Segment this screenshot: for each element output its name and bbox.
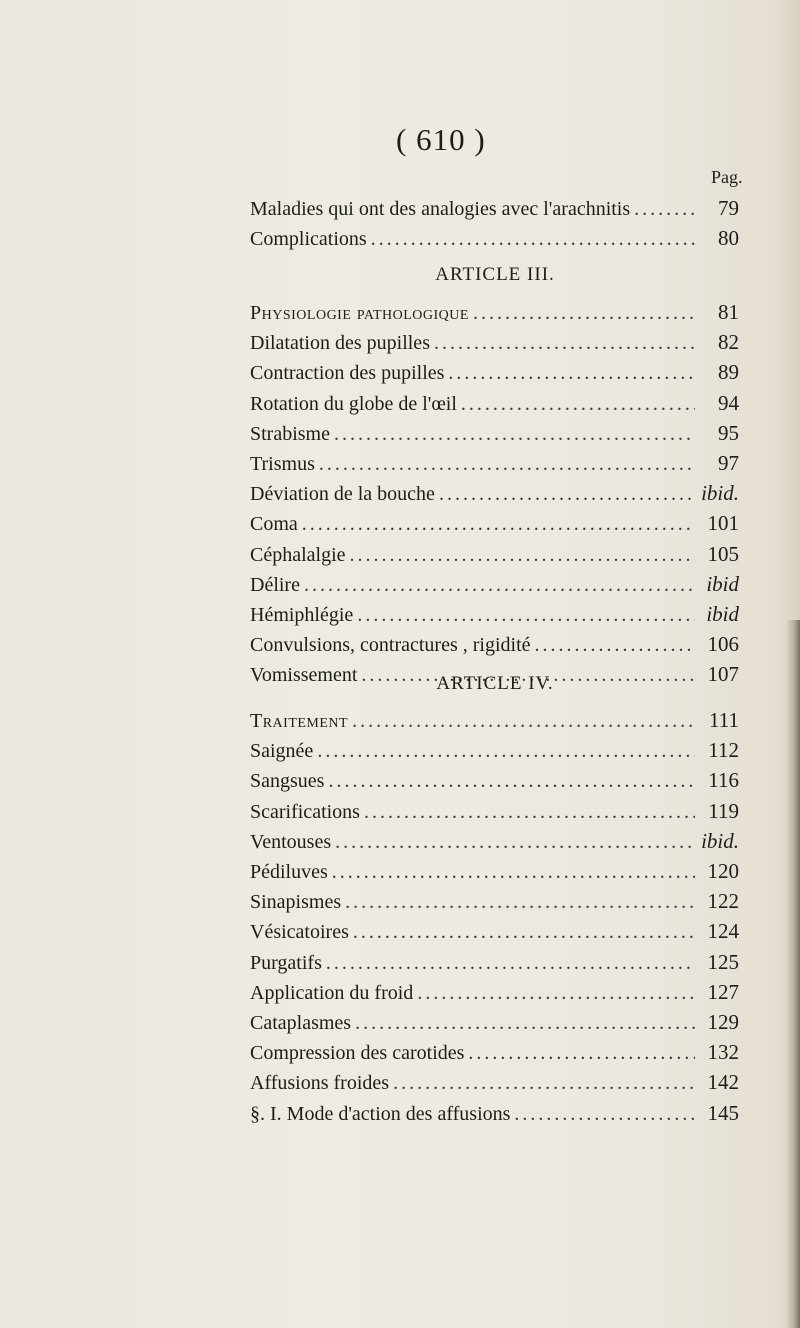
toc-entry: [250, 511, 739, 537]
dot-leader: [304, 574, 695, 597]
dot-leader: [439, 483, 695, 506]
toc-entry: [250, 799, 739, 825]
toc-entry-title: Strabisme: [250, 422, 330, 445]
toc-entry-title: Hémiphlégie: [250, 604, 354, 626]
toc-entry-title: Vomissement: [250, 664, 358, 687]
toc-entry: [250, 919, 739, 945]
dot-leader: [417, 982, 695, 1005]
toc-entry: [250, 1101, 739, 1127]
toc-entry-title: Scarifications: [250, 800, 360, 823]
toc-entry-title: Contraction des pupilles: [250, 362, 445, 385]
dot-leader: [364, 801, 695, 824]
toc-entry-title: Convulsions, contractures , rigidité: [250, 634, 531, 657]
toc-entry-title: Délire: [250, 573, 300, 596]
toc-entry-page: 95: [718, 420, 739, 445]
page-number: ( 610 ): [396, 122, 486, 157]
toc-entry: [250, 1070, 739, 1096]
toc-entry-title: Ventouses: [250, 830, 332, 853]
toc-entry-title: Physiologie pathologique: [250, 302, 469, 324]
toc-entry-page: 80: [718, 226, 739, 250]
toc-entry: [250, 632, 739, 658]
toc-entry-page: 107: [707, 662, 739, 687]
article-3-heading: ARTICLE III.: [435, 264, 555, 285]
toc-entry: [250, 226, 739, 252]
dot-leader: [302, 513, 695, 536]
dot-leader: [448, 362, 695, 385]
toc-entry-title: Sangsues: [250, 770, 325, 793]
toc-entry-page: ibid: [706, 602, 739, 626]
toc-entry-page: 101: [707, 511, 739, 536]
toc-entry: [250, 768, 739, 794]
toc-entry: [250, 542, 739, 568]
toc-entry-title: Traitement: [250, 710, 349, 732]
toc-entry-page: ibid.: [701, 481, 739, 506]
dot-leader: [350, 544, 695, 567]
dot-leader: [345, 891, 695, 914]
toc-entry-title: Pédiluves: [250, 861, 328, 883]
toc-entry-page: 129: [707, 1010, 739, 1034]
toc-entry-page: 145: [707, 1100, 739, 1125]
dot-leader: [634, 198, 695, 221]
toc-entry-page: 120: [707, 859, 739, 883]
toc-entry-page: ibid: [706, 571, 739, 596]
dot-leader: [514, 1103, 695, 1126]
toc-entry-title: Dilatation des pupilles: [250, 332, 430, 355]
toc-entry-page: 125: [707, 949, 739, 974]
dot-leader: [393, 1072, 695, 1095]
toc-entry-page: 106: [707, 632, 739, 657]
toc-entry-title: Saignée: [250, 740, 314, 763]
toc-entry: [250, 421, 739, 447]
dot-leader: [355, 1012, 695, 1035]
toc-entry: [250, 1010, 739, 1036]
toc-entry: [250, 330, 739, 356]
dot-leader: [319, 453, 695, 476]
toc-entry-page: 81: [718, 300, 739, 324]
dot-leader: [434, 332, 695, 355]
toc-entry-title: Vésicatoires: [250, 921, 349, 944]
toc-entry-page: 124: [707, 919, 739, 944]
toc-entry-title: Rotation du globe de l'œil: [250, 392, 457, 415]
toc-entry-title: Cataplasmes: [250, 1012, 352, 1034]
toc-entry-page: 82: [718, 330, 739, 355]
toc-entry-page: 127: [707, 979, 739, 1004]
dot-leader: [326, 952, 695, 975]
toc-entry-page: 142: [707, 1070, 739, 1095]
toc-entry-page: 89: [718, 360, 739, 385]
toc-entry-page: 112: [708, 738, 739, 763]
dot-leader: [535, 634, 695, 657]
toc-entry: [250, 829, 739, 855]
toc-entry: [250, 980, 739, 1006]
toc-entry-title: Sinapismes: [250, 891, 342, 914]
toc-entry-page: 122: [707, 889, 739, 914]
toc-entry-page: 119: [708, 798, 739, 823]
toc-entry-title: Céphalalgie: [250, 543, 346, 566]
toc-entry: [250, 451, 739, 477]
toc-entry-title: Compression des carotides: [250, 1042, 465, 1065]
toc-entry-title: Maladies qui ont des analogies avec l'arachnitis: [250, 198, 631, 220]
dot-leader: [332, 861, 695, 884]
toc-entry: [250, 950, 739, 976]
dot-leader: [357, 604, 695, 627]
toc-entry-page: 111: [709, 708, 739, 732]
toc-entry-title: Application du froid: [250, 981, 414, 1004]
page-edge-shadow: [786, 620, 800, 1328]
toc-entry: [250, 391, 739, 417]
dot-leader: [461, 393, 695, 416]
toc-entry: [250, 708, 739, 734]
toc-entry: [250, 481, 739, 507]
toc-entry-title: Coma: [250, 513, 298, 536]
dot-leader: [334, 423, 695, 446]
dot-leader: [353, 921, 695, 944]
toc-entry: [250, 889, 739, 915]
toc-entry: [250, 572, 739, 598]
dot-leader: [371, 228, 695, 251]
dot-leader: [335, 831, 695, 854]
toc-entry-title: Déviation de la bouche: [250, 483, 435, 506]
toc-entry-page: 97: [718, 451, 739, 475]
toc-entry: [250, 360, 739, 386]
toc-entry: [250, 738, 739, 764]
toc-entry-title: Complications: [250, 228, 367, 250]
dot-leader: [473, 302, 695, 325]
toc-entry-page: 116: [708, 768, 739, 793]
toc-entry: [250, 859, 739, 885]
toc-entry-page: 105: [707, 541, 739, 566]
toc-entry-page: 79: [718, 196, 739, 220]
toc-entry: [250, 1040, 739, 1066]
toc-entry-page: 94: [718, 390, 739, 415]
toc-entry-title: Trismus: [250, 453, 315, 475]
toc-entry: [250, 602, 739, 628]
toc-entry-title: Affusions froides: [250, 1072, 390, 1095]
toc-entry-page: 132: [707, 1040, 739, 1065]
dot-leader: [352, 710, 695, 733]
toc-entry: [250, 300, 739, 326]
toc-entry: [250, 196, 739, 222]
toc-entry-title: §. I. Mode d'action des affusions: [250, 1102, 511, 1125]
toc-entry-title: Purgatifs: [250, 951, 322, 974]
article-4-heading: ARTICLE IV.: [436, 673, 554, 694]
pag-column-label: Pag.: [711, 167, 743, 187]
dot-leader: [328, 770, 695, 793]
dot-leader: [317, 740, 695, 763]
dot-leader: [468, 1042, 695, 1065]
toc-entry-page: ibid.: [701, 828, 739, 853]
